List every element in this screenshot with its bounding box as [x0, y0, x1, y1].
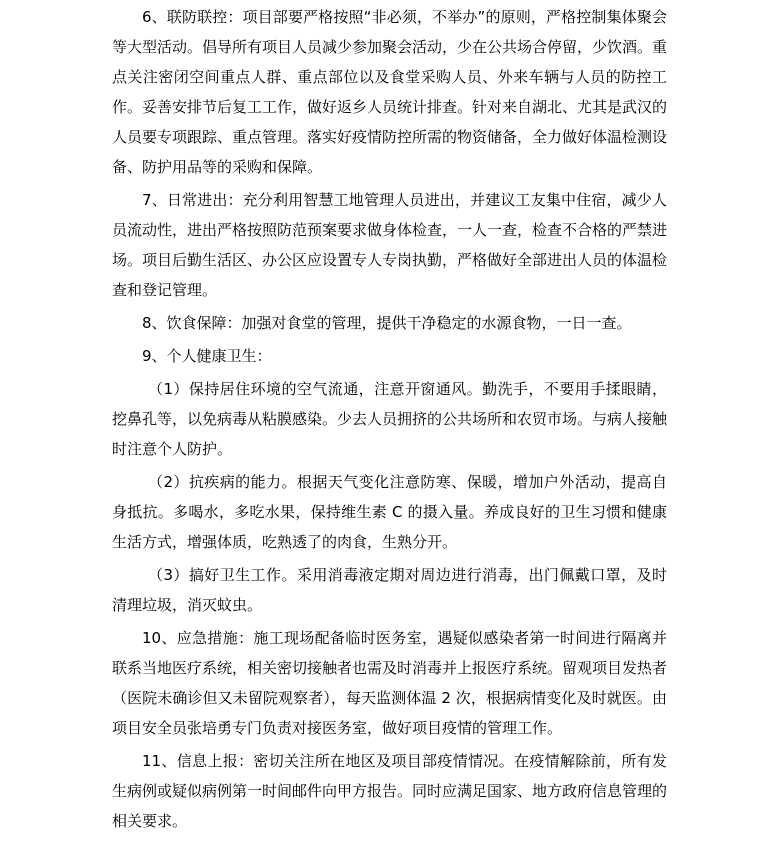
paragraph-hygiene-item-1: （1）保持居住环境的空气流通，注意开窗通风。勤洗手，不要用手揉眼睛，挖鼻孔等，以免病毒从粘膜感染。少去人员拥挤的公共场所和农贸市场。与病人接触时注意个人防护。	[112, 380, 668, 458]
paragraph-joint-prevention: 6、联防联控：项目部要严格按照“非必须，不举办”的原则，严格控制集体聚会等大型活动。倡导所有项目人员减少参加聚会活动，少在公共场合停留，少饮酒。重点关注密闭空间重点人群、重点部位以及食堂采购人员、外来车辆与人员的防控工作。妥善安排节后复工工作，做好返乡人员统计排查。针对来自湖北、尤其是武汉的人员要专项跟踪、重点管理。落实好疫情防控所需的物资储备，全力做好体温检测设备、防护用品等的采购和保障。	[112, 8, 668, 176]
paragraph-emergency-measures: 10、应急措施：施工现场配备临时医务室，遇疑似感染者第一时间进行隔离并联系当地医疗系统，相关密切接触者也需及时消毒并上报医疗系统。留观项目发热者（医院未确诊但又未留院观察者），每天监测体温 2 次，根据病情变化及时就医。由项目安全员张培勇专门负责对接医务室，做好项目疫情的管理工作。	[112, 629, 668, 737]
paragraph-daily-access: 7、日常进出：充分利用智慧工地管理人员进出，并建议工友集中住宿，减少人员流动性，进出严格按照防范预案要求做身体检查，一人一查，检查不合格的严禁进场。项目后勤生活区、办公区应设置专人专岗执勤，严格做好全部进出人员的体温检查和登记管理。	[112, 191, 668, 299]
document-body	[112, 2, 667, 839]
paragraph-personal-hygiene-heading: 9、个人健康卫生：	[142, 347, 272, 365]
paragraph-food-safety: 8、饮食保障：加强对食堂的管理，提供干净稳定的水源食物，一日一查。	[142, 314, 632, 332]
paragraph-information-reporting: 11、信息上报：密切关注所在地区及项目部疫情情况。在疫情解除前，所有发生病例或疑似病例第一时间邮件向甲方报告。同时应满足国家、地方政府信息管理的相关要求。	[112, 752, 668, 830]
paragraph-hygiene-item-3: （3）搞好卫生工作。采用消毒液定期对周边进行消毒，出门佩戴口罩，及时清理垃圾，消灭蚊虫。	[112, 566, 667, 614]
paragraph-hygiene-item-2: （2）抗疾病的能力。根据天气变化注意防寒、保暖，增加户外活动，提高自身抵抗。多喝水，多吃水果，保持维生素 C 的摄入量。养成良好的卫生习惯和健康生活方式，增强体质，吃熟透了的肉食，生熟分开。	[112, 473, 667, 551]
